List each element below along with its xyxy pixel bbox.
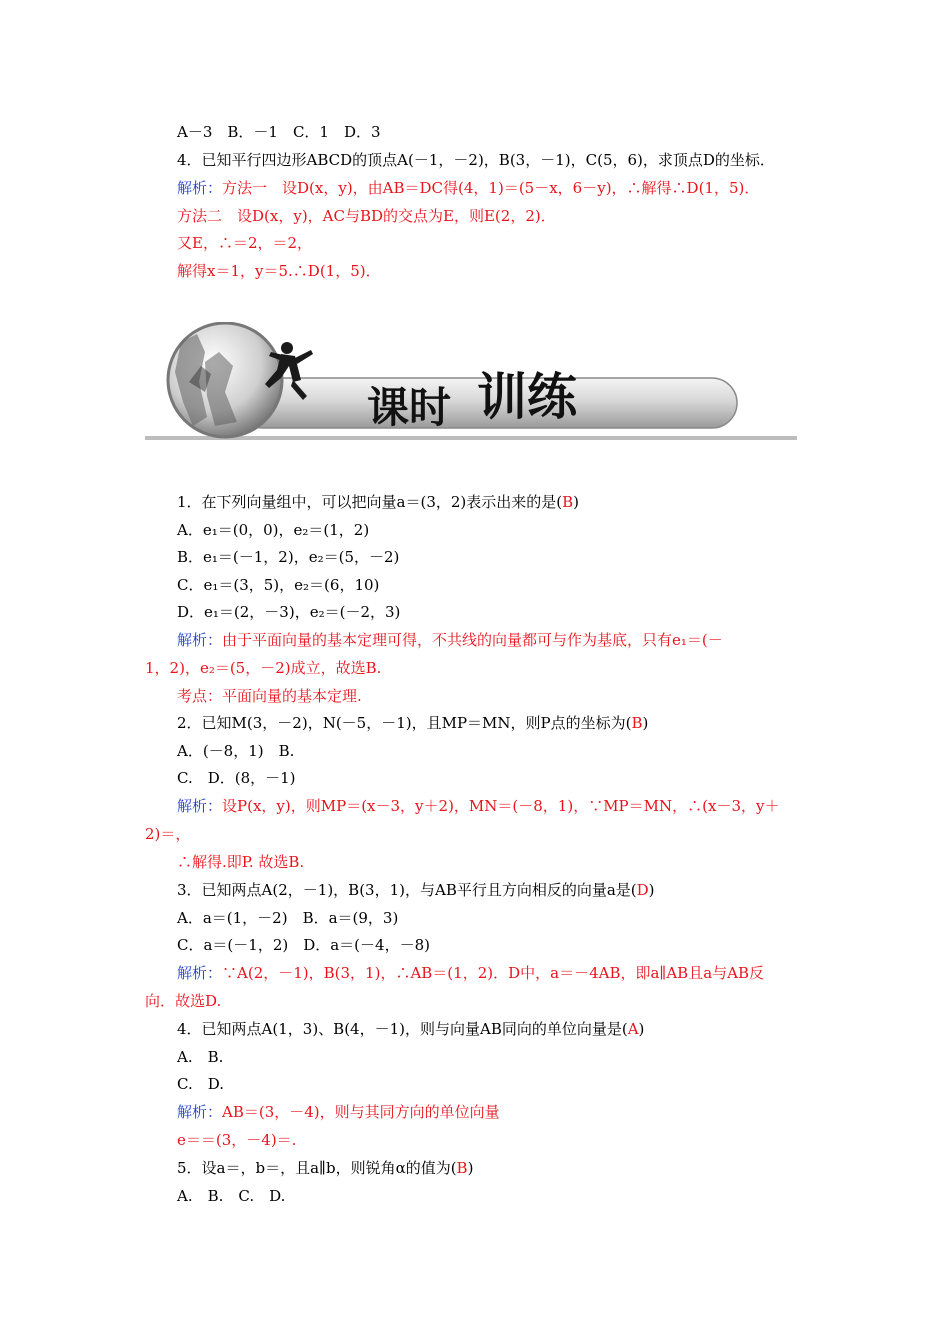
q4-solution-line-4: 解得x＝1，y＝5.∴D(1，5)．	[177, 262, 381, 280]
q3-options-ab: A．a＝(1，－2) B．a＝(9，3)	[177, 909, 399, 927]
solution-text: 由于平面向量的基本定理可得，不共线的向量都可与作为基底，只有e₁＝(－	[222, 631, 723, 649]
q1-solution-line-1	[177, 630, 723, 650]
q4b-options-cd: C. D.	[177, 1075, 224, 1093]
q4b-close: )	[638, 1020, 645, 1038]
q1-close: )	[573, 493, 580, 511]
q3-close: )	[648, 881, 655, 899]
q1-option-c: C．e₁＝(3，5)，e₂＝(6，10)	[177, 576, 380, 594]
q2-solution-line-1	[177, 796, 779, 816]
q4b-options-ab: A. B.	[177, 1048, 224, 1066]
q4-solution-line-3: 又E，∴＝2，＝2，	[177, 234, 313, 252]
q2-stem-text: 2．已知M(3，－2)，N(－5，－1)，且MP＝MN，则P点的坐标为(	[177, 714, 632, 732]
q3-stem-text: 3．已知两点A(2，－1)，B(3，1)，与AB平行且方向相反的向量a是(	[177, 881, 637, 899]
q2-options-cd: C. D．(8，－1)	[177, 769, 296, 787]
q1-option-a: A．e₁＝(0，0)，e₂＝(1，2)	[177, 521, 370, 539]
q4-solution-line-1	[177, 178, 759, 198]
q1-answer: B	[562, 493, 574, 511]
q1-stem-text: 1．在下列向量组中，可以把向量a＝(3，2)表示出来的是(	[177, 493, 563, 511]
solution-label: 解析：	[177, 1103, 223, 1121]
section-banner	[145, 322, 797, 444]
q3-options-cd: C．a＝(－1，2) D．a＝(－4，－8)	[177, 936, 430, 954]
solution-text: 方法一 设D(x，y)，由AB＝DC得(4，1)＝(5－x，6－y)，∴解得∴D(1，5)．	[222, 179, 760, 197]
q3-solution-line-1	[177, 963, 764, 983]
q1-knowledge-point: 考点：平面向量的基本定理.	[177, 687, 362, 705]
q3-stem	[177, 880, 655, 900]
q1-option-d: D．e₁＝(2，－3)，e₂＝(－2，3)	[177, 603, 401, 621]
q1-stem	[177, 492, 579, 512]
prev-options: A－3 B．－1 C．1 D．3	[177, 123, 381, 141]
q4-solution-line-2: 方法二 设D(x，y)，AC与BD的交点为E，则E(2，2)．	[177, 207, 556, 225]
solution-text: AB＝(3，－4)，则与其同方向的单位向量	[222, 1103, 500, 1121]
solution-label: 解析：	[177, 179, 223, 197]
q4b-solution-line-2: e＝＝(3，－4)＝.	[177, 1131, 297, 1149]
q5-options: A. B. C. D.	[177, 1187, 286, 1205]
q2-solution-line-2: 2)＝，	[145, 825, 191, 843]
solution-label: 解析：	[177, 631, 223, 649]
q2-options-ab: A．(－8，1) B.	[177, 742, 295, 760]
q4b-answer: A	[627, 1020, 639, 1038]
q5-stem-text: 5．设a＝，b＝，且a∥b，则锐角α的值为(	[177, 1159, 457, 1177]
solution-label: 解析：	[177, 964, 223, 982]
q4b-solution-line-1	[177, 1102, 500, 1122]
banner-title-b: 训练	[477, 367, 577, 426]
q4-stem: 4．已知平行四边形ABCD的顶点A(－1，－2)，B(3，－1)，C(5，6)，求顶点D的坐标．	[177, 151, 775, 169]
q4b-stem	[177, 1019, 644, 1039]
q3-solution-line-2: 向．故选D.	[145, 992, 222, 1010]
solution-label: 解析：	[177, 797, 223, 815]
q2-stem	[177, 713, 648, 733]
q5-answer: B	[456, 1159, 468, 1177]
q5-close: )	[467, 1159, 474, 1177]
q1-solution-line-2: 1，2)，e₂＝(5，－2)成立，故选B.	[145, 659, 382, 677]
q2-solution-line-3: ∴解得.即P. 故选B.	[177, 853, 305, 871]
banner-graphic	[145, 322, 797, 444]
solution-text: 设P(x，y)，则MP＝(x－3，y＋2)，MN＝(－8，1)，∵MP＝MN，∴(x－3，y＋	[222, 797, 780, 815]
q3-answer: D	[636, 881, 649, 899]
q4b-stem-text: 4．已知两点A(1，3)、B(4，－1)，则与向量AB同向的单位向量是(	[177, 1020, 628, 1038]
banner-title-a: 课时	[367, 383, 452, 432]
q1-option-b: B．e₁＝(－1，2)，e₂＝(5，－2)	[177, 548, 400, 566]
solution-text: ∵A(2，－1)，B(3，1)，∴AB＝(1，2)．D中，a＝－4AB，即a∥AB且a与AB反	[222, 964, 764, 982]
q2-answer: B	[631, 714, 643, 732]
q5-stem	[177, 1158, 473, 1178]
q2-close: )	[642, 714, 649, 732]
